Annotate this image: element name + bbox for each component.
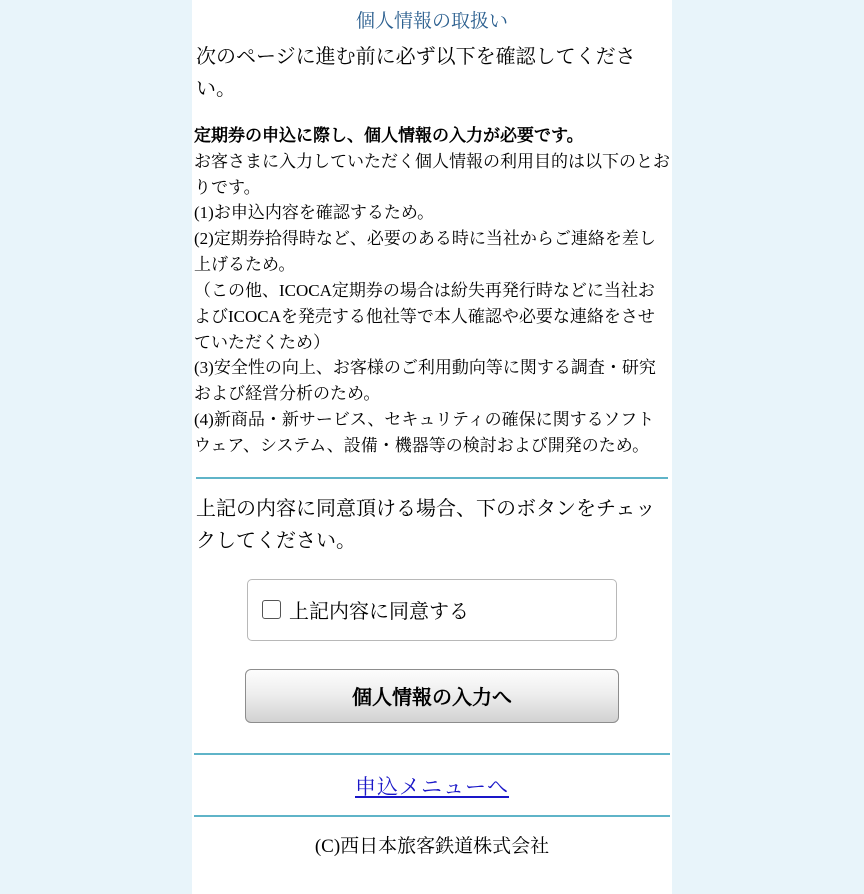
page-title: 個人情報の取扱い [355, 11, 508, 32]
checkbox-icon[interactable] [262, 600, 281, 619]
notice-bold-text: 定期券の申込に際し、個人情報の入力が必要です。 [194, 126, 584, 145]
agree-checkbox-label: 上記内容に同意する [289, 601, 469, 624]
spacer [192, 105, 672, 123]
intro-text: 次のページに進む前に必ず以下を確認してください。 [196, 46, 636, 100]
consent-instruction: 上記の内容に同意頂ける場合、下のボタンをチェックしてください。 [196, 497, 656, 552]
content-page [192, 0, 672, 894]
purpose-block [192, 123, 672, 459]
purpose-item-1: (1)お申込内容を確認するため。 [194, 203, 435, 223]
purpose-item-3: （この他、ICOCA定期券の場合は紛失再発行時などに当社およびICOCAを発売する他社等で本人確認や必要な連絡をさせていただくため） [194, 280, 655, 352]
agree-checkbox-row[interactable] [247, 579, 617, 641]
purpose-item-2: (2)定期券拾得時など、必要のある時に当社からご連絡を差し上げるため。 [194, 229, 656, 275]
purpose-item-5: (4)新商品・新サービス、セキュリティの確保に関するソフトウェア、システム、設備・機器等の検討および開発のため。 [194, 410, 655, 455]
purpose-item-4: (3)安全性の向上、お客様のご利用動向等に関する調査・研究および経営分析のため。 [194, 358, 656, 404]
submit-button[interactable]: 個人情報の入力へ [245, 669, 619, 723]
application-menu-link[interactable]: 申込メニューへ [355, 774, 509, 799]
copyright-text: (C)西日本旅客鉄道株式会社 [314, 835, 550, 857]
divider-top [196, 477, 668, 479]
menu-link-row [192, 755, 672, 815]
purpose-lead-text: お客さまに入力していただく個人情報の利用目的は以下のとおりです。 [194, 151, 670, 197]
